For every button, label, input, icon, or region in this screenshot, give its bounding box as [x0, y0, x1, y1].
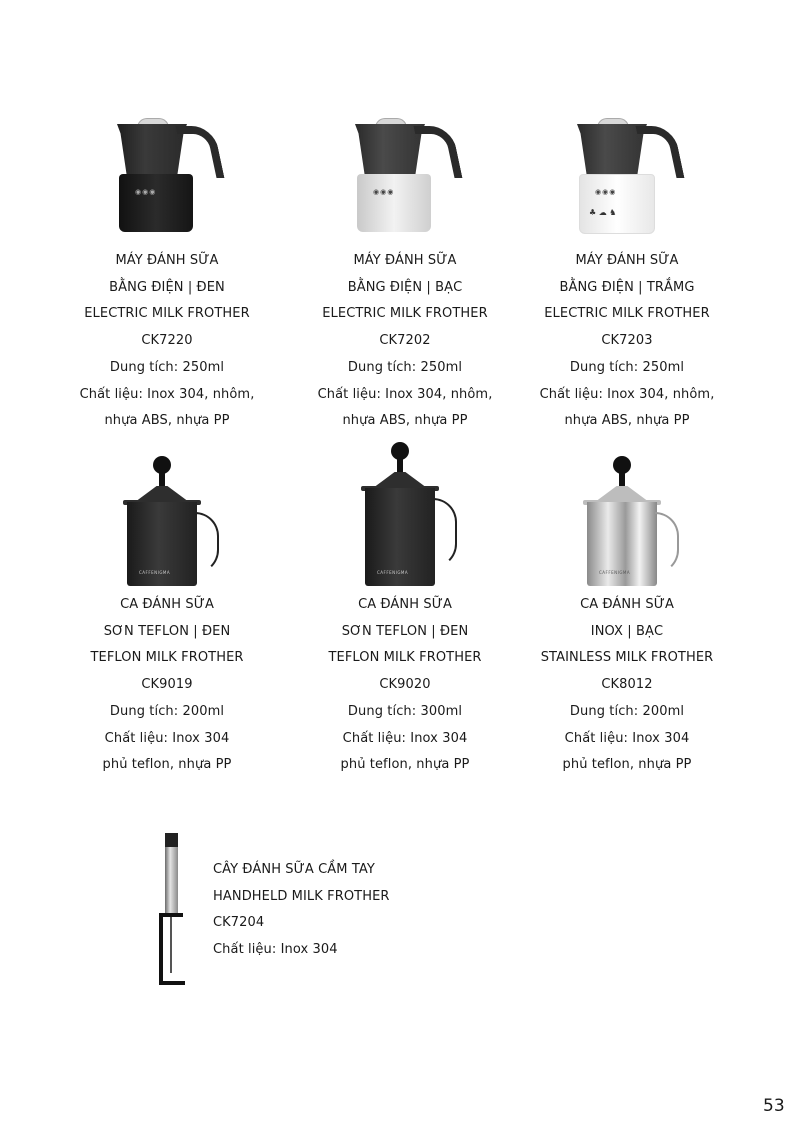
product-name-en: ELECTRIC MILK FROTHER: [84, 306, 250, 322]
electric-milk-frother-white-image: [567, 118, 687, 236]
product-name-vi-2: BẰNG ĐIỆN | ĐEN: [109, 279, 225, 295]
product-card-ck7204: [213, 857, 390, 964]
product-material-2: nhựa ABS, nhựa PP: [104, 413, 230, 429]
product-card-ck7202: [300, 118, 510, 435]
stainless-milk-frother-silver-image: [577, 456, 677, 590]
brand-mark: CAFFENIGMA: [599, 570, 631, 575]
product-name-vi-2: SƠN TEFLON | ĐEN: [103, 623, 231, 639]
product-capacity: Dung tích: 250ml: [347, 359, 463, 375]
product-card-ck8012: [522, 456, 732, 779]
product-name-vi-2: INOX | BẠC: [590, 623, 664, 639]
product-code: CK7220: [141, 333, 193, 349]
product-name-en: TEFLON MILK FROTHER: [328, 650, 482, 666]
product-material-1: Chất liệu: Inox 304: [104, 730, 230, 746]
product-capacity: Dung tích: 200ml: [569, 703, 685, 719]
product-code: CK9019: [141, 677, 193, 693]
product-card-ck9020: [300, 442, 510, 779]
electric-milk-frother-silver-image: [345, 118, 465, 236]
product-name-vi-2: BẰNG ĐIỆN | BẠC: [347, 279, 463, 295]
product-capacity: Dung tích: 250ml: [109, 359, 225, 375]
control-buttons-icon: ◉◉◉: [595, 188, 617, 196]
product-name-vi-1: CA ĐÁNH SỮA: [358, 597, 452, 612]
product-code: CK7204: [213, 915, 265, 931]
product-material-1: Chất liệu: Inox 304, nhôm,: [317, 386, 493, 402]
teflon-milk-frother-black-300-image: [355, 442, 455, 590]
product-name-en: HANDHELD MILK FROTHER: [213, 888, 390, 904]
product-code: CK8012: [601, 677, 653, 693]
teflon-milk-frother-black-200-image: [117, 456, 217, 590]
product-material-2: phủ teflon, nhựa PP: [340, 757, 470, 773]
electric-milk-frother-black-image: [107, 118, 227, 236]
brand-mark: CAFFENIGMA: [139, 570, 171, 575]
product-material-1: Chất liệu: Inox 304: [564, 730, 690, 746]
product-name-vi-2: SƠN TEFLON | ĐEN: [341, 623, 469, 639]
product-name-vi: CÂY ĐÁNH SỮA CẦM TAY: [213, 862, 375, 877]
product-card-ck7220: [62, 118, 272, 435]
product-name-en: ELECTRIC MILK FROTHER: [322, 306, 488, 322]
cartoon-decals-icon: ♣ ☁ ♞: [589, 208, 617, 217]
product-name-vi-1: CA ĐÁNH SỮA: [580, 597, 674, 612]
product-material: Chất liệu: Inox 304: [213, 942, 338, 958]
product-material-2: phủ teflon, nhựa PP: [102, 757, 232, 773]
product-material-1: Chất liệu: Inox 304: [342, 730, 468, 746]
brand-mark: CAFFENIGMA: [377, 570, 409, 575]
product-code: CK7202: [379, 333, 431, 349]
product-name-vi-2: BẰNG ĐIỆN | TRẮMG: [559, 279, 695, 295]
product-name-vi-1: MÁY ĐÁNH SỮA: [115, 253, 219, 268]
product-code: CK9020: [379, 677, 431, 693]
product-name-vi-1: CA ĐÁNH SỮA: [120, 597, 214, 612]
handheld-milk-frother-image: [155, 833, 195, 985]
product-capacity: Dung tích: 200ml: [109, 703, 225, 719]
control-buttons-icon: ◉◉◉: [135, 188, 157, 196]
product-material-2: nhựa ABS, nhựa PP: [564, 413, 690, 429]
product-name-vi-1: MÁY ĐÁNH SỮA: [575, 253, 679, 268]
product-material-1: Chất liệu: Inox 304, nhôm,: [539, 386, 715, 402]
product-capacity: Dung tích: 250ml: [569, 359, 685, 375]
product-name-en: STAINLESS MILK FROTHER: [540, 650, 714, 666]
control-buttons-icon: ◉◉◉: [373, 188, 395, 196]
product-name-en: TEFLON MILK FROTHER: [90, 650, 244, 666]
product-name-en: ELECTRIC MILK FROTHER: [544, 306, 710, 322]
product-card-ck7203: [522, 118, 732, 435]
product-material-2: phủ teflon, nhựa PP: [562, 757, 692, 773]
product-capacity: Dung tích: 300ml: [347, 703, 463, 719]
product-code: CK7203: [601, 333, 653, 349]
product-name-vi-1: MÁY ĐÁNH SỮA: [353, 253, 457, 268]
product-material-2: nhựa ABS, nhựa PP: [342, 413, 468, 429]
product-material-1: Chất liệu: Inox 304, nhôm,: [79, 386, 255, 402]
product-card-ck9019: [62, 456, 272, 779]
page-number: 53: [763, 1096, 785, 1116]
